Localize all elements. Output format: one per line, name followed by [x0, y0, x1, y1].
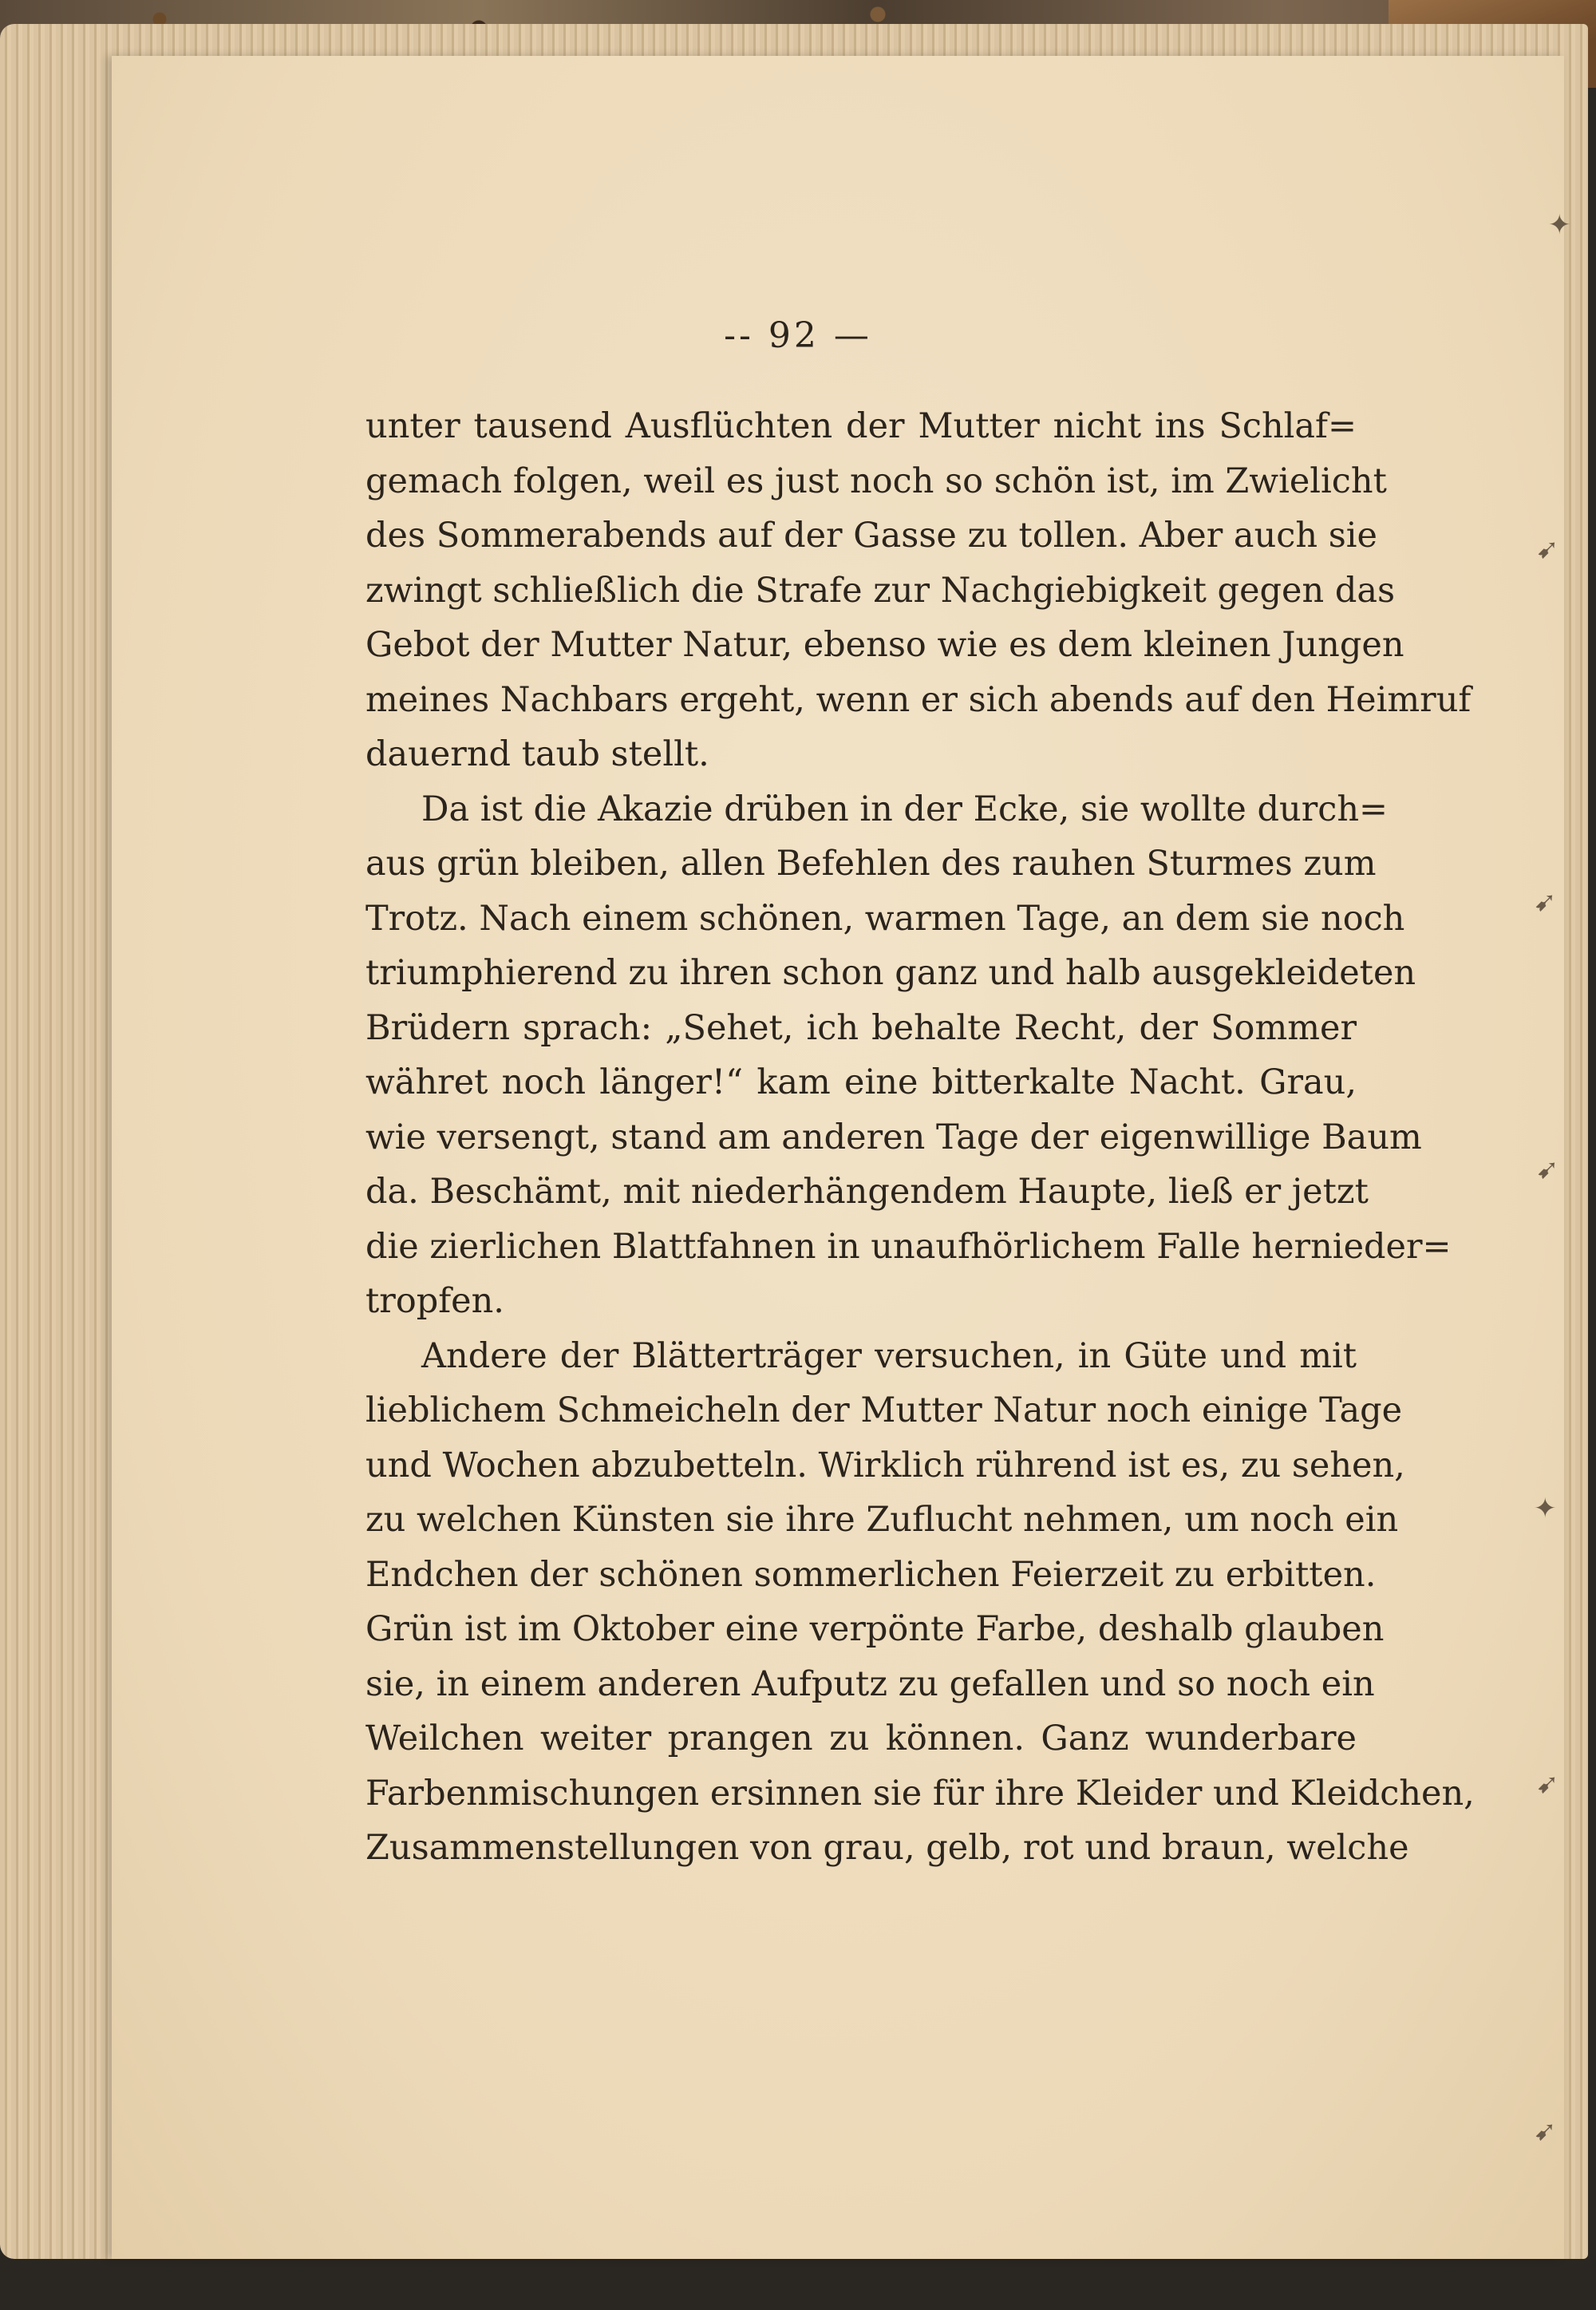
- text-line: tropfen.: [365, 1281, 504, 1321]
- text-line: währet noch länger!“ kam eine bitterkalte Nacht. Grau,: [365, 1062, 1357, 1102]
- text-line: unter tausend Ausflüchten der Mutter nicht ins Schlaf=: [365, 406, 1357, 446]
- text-line: Brüdern sprach: „Sehet, ich behalte Recht, der Sommer: [365, 1007, 1357, 1048]
- text-line: des Sommerabends auf der Gasse zu tollen. Aber auch sie: [365, 516, 1377, 556]
- margin-thread-mark: ➹: [1534, 886, 1557, 918]
- text-line: Da ist die Akazie drüben in der Ecke, sie wollte durch=: [421, 789, 1389, 829]
- text-line: dauernd taub stellt.: [365, 734, 709, 774]
- text-line: triumphierend zu ihren schon ganz und halb ausgekleideten: [365, 953, 1416, 993]
- body-text: [365, 399, 1475, 1876]
- text-line: aus grün bleiben, allen Befehlen des rauhen Sturmes zum: [365, 844, 1377, 884]
- text-line: zu welchen Künsten sie ihre Zuflucht nehmen, um noch ein: [365, 1500, 1399, 1540]
- page-number: -- 92 —: [724, 315, 872, 356]
- margin-thread-mark: ➹: [1536, 533, 1559, 565]
- margin-thread-mark: ➹: [1534, 2115, 1557, 2147]
- text-line: gemach folgen, weil es just noch so schön ist, im Zwielicht: [365, 461, 1387, 501]
- text-line: Endchen der schönen sommerlichen Feierzeit zu erbitten.: [365, 1554, 1377, 1595]
- text-line: sie, in einem anderen Aufputz zu gefallen und so noch ein: [365, 1663, 1375, 1704]
- text-line: Andere der Blätterträger versuchen, in Güte und mit: [421, 1335, 1357, 1376]
- text-line: zwingt schließlich die Strafe zur Nachgiebigkeit gegen das: [365, 570, 1396, 611]
- margin-thread-mark: ➹: [1536, 1768, 1559, 1800]
- margin-thread-mark: ➹: [1536, 1153, 1559, 1185]
- margin-thread-mark: ✦: [1534, 1493, 1557, 1525]
- text-line: Trotz. Nach einem schönen, warmen Tage, an dem sie noch: [365, 898, 1405, 939]
- text-line: Weilchen weiter prangen zu können. Ganz wunderbare: [365, 1719, 1357, 1758]
- text-line: Zusammenstellungen von grau, gelb, rot und braun, welche: [365, 1828, 1409, 1868]
- text-line: lieblichem Schmeicheln der Mutter Natur noch einige Tage: [365, 1390, 1403, 1430]
- text-line: Grün ist im Oktober eine verpönte Farbe, deshalb glauben: [365, 1609, 1385, 1649]
- text-line: wie versengt, stand am anderen Tage der eigenwillige Baum: [365, 1117, 1422, 1157]
- text-line: da. Beschämt, mit niederhängendem Haupte, ließ er jetzt: [365, 1172, 1369, 1212]
- text-line: meines Nachbars ergeht, wenn er sich abends auf den Heimruf: [365, 679, 1472, 720]
- text-line: und Wochen abzubetteln. Wirklich rührend ist es, zu sehen,: [365, 1445, 1405, 1485]
- text-line: Farbenmischungen ersinnen sie für ihre Kleider und Kleidchen,: [365, 1773, 1475, 1814]
- text-line: die zierlichen Blattfahnen in unaufhörlichem Falle hernieder=: [365, 1226, 1452, 1267]
- margin-thread-mark: ✦: [1548, 209, 1571, 241]
- text-line: Gebot der Mutter Natur, ebenso wie es dem kleinen Jungen: [365, 625, 1404, 665]
